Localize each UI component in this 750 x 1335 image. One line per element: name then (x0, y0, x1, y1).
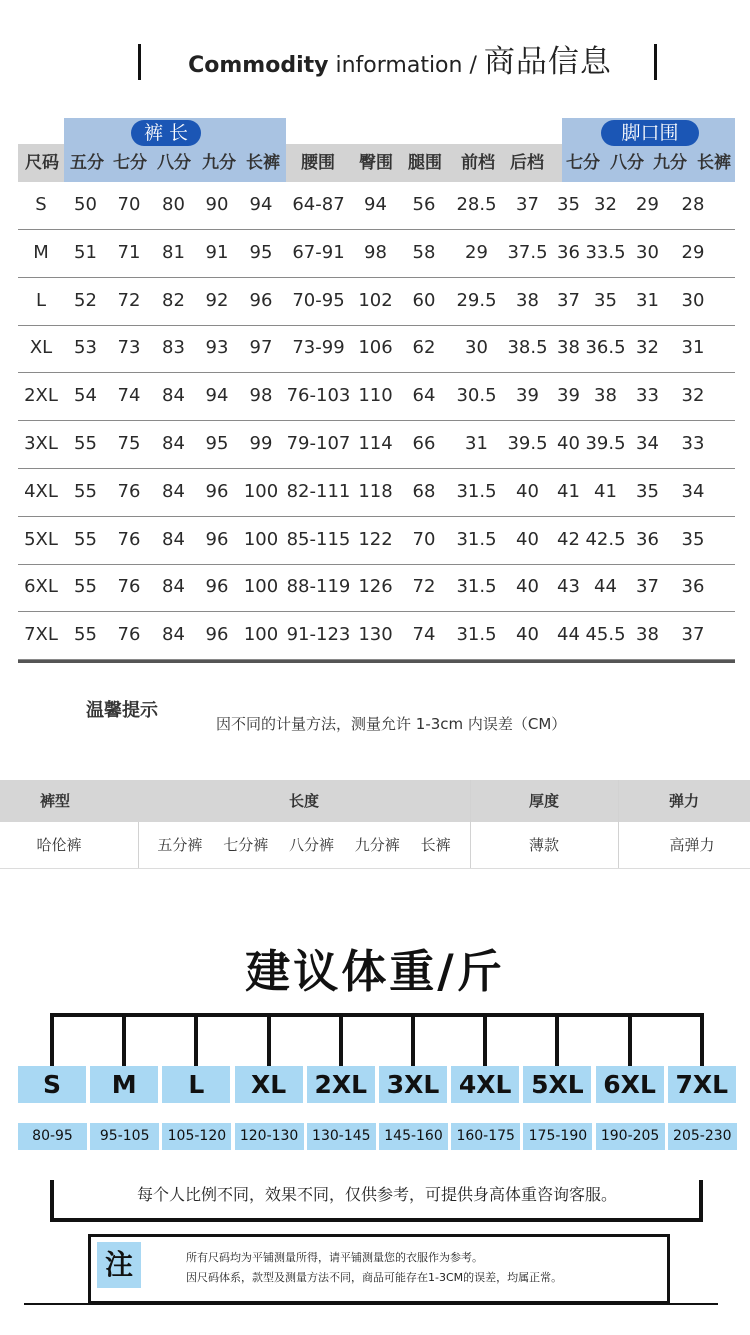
table-cell: 42 (557, 528, 580, 550)
table-cell: 30 (681, 289, 705, 311)
size-box: M (90, 1066, 158, 1103)
table-cell: 76 (117, 576, 141, 598)
bracket-tick (194, 1013, 198, 1066)
size-cell: XL (29, 337, 53, 359)
table-cell: 55 (74, 624, 97, 646)
table-cell: 96 (205, 576, 229, 598)
table-cell: 81 (162, 241, 185, 263)
table-cell: 95 (249, 241, 273, 263)
note-bracket-bottom (50, 1218, 703, 1222)
length-option: 八分裤 (288, 836, 334, 854)
table-cell: 93 (205, 337, 229, 359)
table-cell: 34 (636, 433, 659, 454)
table-cell: 130 (358, 624, 393, 646)
column-header: 九分 (202, 153, 236, 173)
table-cell: 38 (516, 289, 539, 311)
table-cell: 97 (249, 337, 273, 359)
table-cell: 94 (364, 194, 387, 215)
table-cell: 94 (205, 385, 229, 407)
table-cell: 35 (636, 480, 659, 502)
table-cell: 71 (117, 241, 141, 263)
table-cell: 43 (557, 576, 580, 598)
table-cell: 74 (412, 624, 436, 646)
spec-elasticity-value: 高弹力 (669, 836, 715, 854)
table-cell: 82 (162, 289, 185, 311)
table-row (18, 564, 735, 612)
table-cell: 29 (681, 241, 705, 263)
table-cell: 35 (594, 289, 617, 311)
table-cell: 35 (681, 528, 705, 550)
size-cell: 3XL (24, 433, 58, 454)
table-cell: 41 (557, 480, 580, 502)
table-cell: 98 (249, 385, 273, 407)
table-cell: 100 (243, 576, 279, 598)
size-box: XL (235, 1066, 303, 1103)
table-cell: 45.5 (585, 624, 626, 646)
table-cell: 39.5 (585, 433, 626, 454)
table-cell: 39.5 (507, 433, 548, 454)
length-option: 七分裤 (223, 836, 269, 854)
size-box: 7XL (668, 1066, 736, 1103)
table-cell: 36.5 (585, 337, 626, 359)
column-header: 五分 (70, 153, 104, 173)
table-cell: 70 (412, 528, 436, 550)
table-cell: 42.5 (585, 528, 626, 550)
table-cell: 37 (557, 289, 580, 311)
table-cell: 85-115 (286, 528, 351, 550)
column-header: 长裤 (246, 153, 280, 173)
table-cell: 39 (516, 385, 539, 407)
table-cell: 96 (249, 289, 273, 311)
table-cell: 74 (117, 385, 141, 407)
title-regular: information / (335, 53, 477, 78)
table-cell: 31.5 (456, 576, 497, 598)
table-cell: 68 (412, 480, 436, 502)
table-cell: 30.5 (456, 385, 497, 407)
weight-range-box: 145-160 (379, 1123, 448, 1150)
table-cell: 55 (74, 528, 97, 550)
table-cell: 88-119 (286, 576, 351, 598)
length-option: 九分裤 (354, 836, 400, 854)
column-header: 臀围 (359, 153, 393, 173)
length-option: 五分裤 (157, 836, 203, 854)
column-header: 尺码 (25, 153, 59, 173)
bracket-tick (50, 1013, 54, 1066)
weight-bracket-top (51, 1013, 703, 1017)
table-cell: 100 (243, 624, 279, 646)
table-cell: 55 (74, 480, 97, 502)
size-cell: L (35, 289, 47, 311)
table-cell: 92 (205, 289, 229, 311)
footer-rule (24, 1303, 718, 1305)
weight-range-box: 205-230 (668, 1123, 737, 1150)
table-cell: 35 (557, 194, 580, 215)
table-cell: 99 (249, 433, 273, 454)
title-cn: 商品信息 (483, 44, 612, 80)
pants-length-pill: 裤 长 (131, 120, 201, 146)
weight-range-box: 130-145 (307, 1123, 376, 1150)
table-cell: 96 (205, 528, 229, 550)
table-cell: 100 (243, 528, 279, 550)
spec-thickness-value: 薄款 (528, 836, 559, 854)
table-cell: 60 (412, 289, 436, 311)
table-cell: 80 (162, 194, 185, 215)
table-cell: 114 (358, 433, 393, 454)
table-row (18, 325, 735, 373)
table-cell: 41 (594, 480, 617, 502)
table-cell: 29 (636, 194, 659, 215)
table-cell: 37 (681, 624, 705, 646)
table-cell: 90 (205, 194, 229, 215)
weight-range-box: 120-130 (235, 1123, 304, 1150)
header-left-bar (138, 44, 141, 80)
column-header: 腰围 (301, 153, 335, 173)
table-row (18, 517, 735, 565)
table-cell: 84 (162, 480, 185, 502)
table-cell: 55 (74, 576, 97, 598)
table-cell: 84 (162, 624, 185, 646)
table-cell: 70-95 (292, 289, 345, 311)
table-cell: 40 (516, 576, 539, 598)
table-cell: 39 (557, 385, 580, 407)
weight-note: 每个人比例不同，效果不同，仅供参考，可提供身高体重咨询客服。 (136, 1185, 617, 1204)
table-cell: 110 (358, 385, 393, 407)
table-cell: 82-111 (286, 480, 351, 502)
page-title (150, 42, 650, 86)
table-cell: 84 (162, 385, 185, 407)
table-cell: 122 (358, 528, 393, 550)
table-cell: 33 (681, 433, 705, 454)
size-box: 3XL (379, 1066, 447, 1103)
column-header: 八分 (610, 153, 644, 173)
table-cell: 73 (117, 337, 141, 359)
table-cell: 38.5 (507, 337, 548, 359)
table-cell: 32 (594, 194, 617, 215)
table-cell: 29 (465, 241, 488, 263)
bracket-tick (267, 1013, 271, 1066)
column-header: 前档 (461, 153, 495, 173)
table-cell: 52 (74, 289, 97, 311)
table-bottom-border (18, 660, 735, 663)
table-cell: 37 (516, 194, 539, 215)
table-cell: 72 (412, 576, 436, 598)
size-box: 5XL (523, 1066, 591, 1103)
table-cell: 58 (412, 241, 436, 263)
weight-range-box: 80-95 (18, 1123, 87, 1150)
size-cell: 7XL (24, 624, 58, 646)
table-cell: 32 (636, 337, 659, 359)
table-cell: 31 (465, 433, 488, 454)
size-box: 4XL (451, 1066, 519, 1103)
table-cell: 40 (516, 624, 539, 646)
spec-header-elasticity: 弹力 (668, 792, 699, 810)
table-cell: 100 (243, 480, 279, 502)
table-cell: 44 (557, 624, 580, 646)
table-cell: 44 (594, 576, 617, 598)
table-cell: 72 (117, 289, 141, 311)
table-cell: 40 (516, 528, 539, 550)
note-line-2: 因尺码体系，款型及测量方法不同，商品可能存在1-3CM的误差，均属正常。 (186, 1271, 563, 1284)
table-cell: 102 (358, 289, 393, 311)
table-cell: 94 (249, 194, 273, 215)
bracket-tick (628, 1013, 632, 1066)
spec-header-thickness: 厚度 (528, 792, 559, 810)
size-cell: S (35, 194, 47, 215)
table-cell: 76 (117, 480, 141, 502)
table-cell: 54 (74, 385, 97, 407)
size-cell: 2XL (24, 385, 58, 407)
table-cell: 95 (205, 433, 229, 454)
table-cell: 64 (412, 385, 436, 407)
bracket-tick (339, 1013, 343, 1066)
size-box: 2XL (307, 1066, 375, 1103)
table-cell: 28 (681, 194, 705, 215)
hem-pill: 脚口围 (601, 120, 699, 146)
length-option: 长裤 (420, 836, 451, 854)
table-cell: 96 (205, 624, 229, 646)
table-cell: 40 (516, 480, 539, 502)
table-cell: 73-99 (292, 337, 345, 359)
tips-title: 温馨提示 (86, 700, 158, 721)
size-cell: 5XL (24, 528, 58, 550)
table-cell: 56 (412, 194, 436, 215)
table-cell: 31.5 (456, 528, 497, 550)
size-box: L (162, 1066, 230, 1103)
spec-length-values (138, 822, 470, 868)
table-row (18, 278, 735, 326)
column-header: 七分 (113, 153, 147, 173)
column-header: 九分 (653, 153, 687, 173)
size-cell: 6XL (24, 576, 58, 598)
table-cell: 118 (358, 480, 393, 502)
size-cell: M (33, 241, 49, 263)
table-cell: 84 (162, 433, 185, 454)
table-cell: 55 (74, 433, 97, 454)
table-cell: 34 (681, 480, 705, 502)
table-cell: 126 (358, 576, 393, 598)
table-cell: 33.5 (585, 241, 626, 263)
size-box: S (18, 1066, 86, 1103)
table-cell: 36 (557, 241, 580, 263)
column-header: 腿围 (408, 153, 442, 173)
weight-range-box: 190-205 (596, 1123, 665, 1150)
table-cell: 50 (74, 194, 97, 215)
table-cell: 38 (557, 337, 580, 359)
table-cell: 91-123 (286, 624, 351, 646)
note-label: 注 (97, 1242, 141, 1288)
table-cell: 70 (117, 194, 141, 215)
table-row (18, 230, 735, 278)
table-row (18, 421, 735, 469)
table-cell: 76-103 (286, 385, 351, 407)
table-cell: 76 (117, 528, 141, 550)
table-cell: 83 (162, 337, 185, 359)
size-cell: 4XL (24, 480, 58, 502)
bracket-tick (122, 1013, 126, 1066)
column-header: 后档 (510, 153, 544, 173)
table-cell: 66 (412, 433, 436, 454)
table-row (18, 373, 735, 421)
table-cell: 31.5 (456, 480, 497, 502)
table-cell: 37 (636, 576, 659, 598)
table-cell: 36 (681, 576, 705, 598)
tips-text: 因不同的计量方法，测量允许 1-3cm 内误差（CM） (216, 715, 567, 733)
table-row (18, 612, 735, 660)
table-cell: 106 (358, 337, 393, 359)
table-cell: 29.5 (456, 289, 497, 311)
table-cell: 76 (117, 624, 141, 646)
size-box: 6XL (596, 1066, 664, 1103)
table-cell: 84 (162, 528, 185, 550)
note-line-1: 所有尺码均为平铺测量所得，请平铺测量您的衣服作为参考。 (186, 1251, 483, 1264)
weight-title: 建议体重/斤 (245, 945, 505, 998)
table-cell: 38 (594, 385, 617, 407)
table-cell: 37.5 (507, 241, 548, 263)
spec-type-value: 哈伦裤 (36, 836, 82, 854)
table-cell: 33 (636, 385, 659, 407)
spec-header-type: 裤型 (39, 792, 70, 810)
table-cell: 31.5 (456, 624, 497, 646)
table-row (18, 182, 735, 230)
table-cell: 38 (636, 624, 659, 646)
table-cell: 67-91 (292, 241, 345, 263)
table-cell: 30 (465, 337, 488, 359)
title-bold: Commodity (188, 53, 329, 78)
table-cell: 28.5 (456, 194, 497, 215)
header-right-bar (654, 44, 657, 80)
table-row (18, 469, 735, 517)
table-cell: 53 (74, 337, 97, 359)
table-cell: 40 (557, 433, 580, 454)
weight-range-box: 175-190 (523, 1123, 592, 1150)
table-cell: 98 (364, 241, 387, 263)
table-cell: 91 (205, 241, 229, 263)
weight-range-box: 160-175 (451, 1123, 520, 1150)
bracket-tick (483, 1013, 487, 1066)
table-cell: 75 (117, 433, 141, 454)
table-cell: 79-107 (286, 433, 351, 454)
table-cell: 96 (205, 480, 229, 502)
table-cell: 32 (681, 385, 705, 407)
table-cell: 51 (74, 241, 97, 263)
table-cell: 64-87 (292, 194, 345, 215)
spec-header-length: 长度 (288, 792, 319, 810)
bracket-tick (700, 1013, 704, 1066)
bracket-tick (555, 1013, 559, 1066)
bracket-tick (411, 1013, 415, 1066)
column-header: 八分 (157, 153, 191, 173)
table-cell: 62 (412, 337, 436, 359)
table-cell: 30 (636, 241, 659, 263)
table-cell: 31 (681, 337, 705, 359)
weight-range-box: 105-120 (162, 1123, 231, 1150)
table-cell: 31 (636, 289, 659, 311)
table-cell: 84 (162, 576, 185, 598)
column-header: 长裤 (697, 153, 731, 173)
column-header: 七分 (566, 153, 600, 173)
weight-range-box: 95-105 (90, 1123, 159, 1150)
table-cell: 36 (636, 528, 659, 550)
